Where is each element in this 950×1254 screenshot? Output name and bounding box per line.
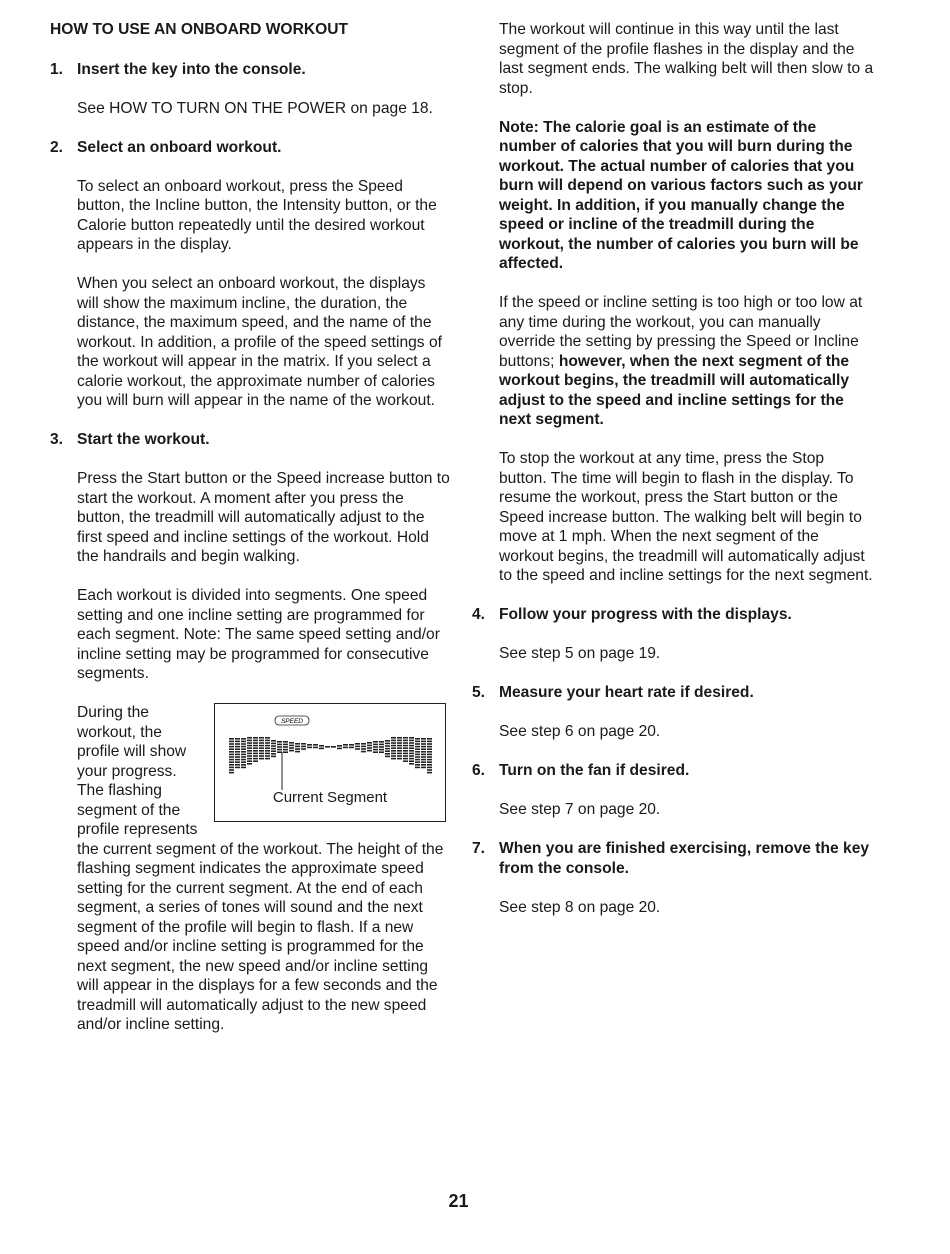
section-heading: HOW TO USE AN ONBOARD WORKOUT <box>50 21 349 38</box>
right-column <box>472 20 874 937</box>
step-number: 6. <box>472 762 486 779</box>
page-number: 21 <box>448 1191 469 1211</box>
step-title: When you are finished exercising, remove the key from the console. <box>499 840 870 877</box>
step-1 <box>50 60 450 80</box>
speed-label: SPEED <box>280 718 304 725</box>
step-6-paragraph: See step 7 on page 20. <box>499 801 661 818</box>
override-text: If the speed or incline setting is too high or too low at any time during the workout, you can manually override the setting by pressing the Speed or Incline buttons; <box>499 294 863 370</box>
step-3 <box>50 430 450 450</box>
step-number: 2. <box>50 138 64 156</box>
step-7 <box>472 839 874 878</box>
step-number: 1. <box>50 60 64 78</box>
step-number: 5. <box>472 684 486 701</box>
override-bold-text: however, when the next segment of the workout begins, the treadmill will automatically adjust to the speed and incline settings for the next segment. <box>499 352 850 428</box>
step-title: Insert the key into the console. <box>77 60 306 78</box>
step-number: 4. <box>472 606 486 623</box>
step-2 <box>50 138 450 158</box>
step-4 <box>472 605 874 625</box>
profile-display-figure <box>214 703 446 822</box>
calorie-note: Note: The calorie goal is an estimate of the number of calories that you will burn during the workout. The actual number of calories that you burn will depend on various factors such as your weight. In addition, if you manually change the speed or incline of the treadmill during the workout, the number of calories you burn will be affected. <box>499 118 863 272</box>
stop-paragraph: To stop the workout at any time, press the Stop button. The time will begin to flash in the display. To resume the workout, press the Start button or the Speed increase button. The walking belt will begin to move at 1 mph. When the next segment of the workout begins, the treadmill will automatically adjust to the speed and incline settings for the next segment. <box>499 450 873 584</box>
left-column <box>50 20 450 1035</box>
step-title: Turn on the fan if desired. <box>499 762 690 779</box>
step-4-paragraph: See step 5 on page 19. <box>499 645 661 662</box>
step-7-paragraph: See step 8 on page 20. <box>499 898 661 916</box>
step-1-paragraph: See HOW TO TURN ON THE POWER on page 18. <box>77 99 433 117</box>
override-paragraph <box>499 293 874 430</box>
step-2-paragraph-1: To select an onboard workout, press the Speed button, the Incline button, the Intensity button, or the Calorie button repeatedly until the desired workout appears in the display. <box>77 177 437 253</box>
step-3-paragraph-3: During the workout, the profile will show your progress. The flashing segment of the profile represents the current segment of the workout. The height of the flashing segment indicates the approximate speed setting for the current segment. At the end of each segment, a series of tones will sound and the next segment of the profile will begin to flash. If a new speed and/or incline setting is programmed for the next segment, the new speed and/or incline setting will appear in the displays for a few seconds and the treadmill will automatically adjust to the new speed and/or incline setting. <box>77 704 444 1033</box>
step-title: Select an onboard workout. <box>77 138 282 156</box>
continuation-paragraph: The workout will continue in this way until the last segment of the profile flashes in the display and the last segment ends. The walking belt will then slow to a stop. <box>499 21 874 97</box>
figure-caption: Current Segment <box>272 788 388 806</box>
step-3-paragraph-2: Each workout is divided into segments. One speed setting and one incline setting are programmed for each segment. Note: The same speed setting and/or incline setting may be programmed for consecutive segments. <box>77 587 440 682</box>
step-title: Measure your heart rate if desired. <box>499 684 754 701</box>
step-3-paragraph-3-wrap <box>77 703 450 1035</box>
step-3-paragraph-1: Press the Start button or the Speed increase button to start the workout. A moment after you press the button, the treadmill will automatically adjust to the first speed and incline settings of the workout. Hold the handrails and begin walking. <box>77 470 450 565</box>
step-number: 3. <box>50 431 64 448</box>
step-title: Start the workout. <box>77 431 210 448</box>
step-number: 7. <box>472 840 486 857</box>
step-5 <box>472 683 874 703</box>
step-5-paragraph: See step 6 on page 20. <box>499 723 661 740</box>
step-2-paragraph-2: When you select an onboard workout, the displays will show the maximum incline, the duration, the distance, the maximum speed, and the name of the workout. In addition, a profile of the speed settings of the workout will appear in the matrix. If you select a calorie workout, the approximate number of calories you will burn will appear in the name of the workout. <box>77 275 442 409</box>
step-title: Follow your progress with the displays. <box>499 606 792 623</box>
step-6 <box>472 761 874 781</box>
